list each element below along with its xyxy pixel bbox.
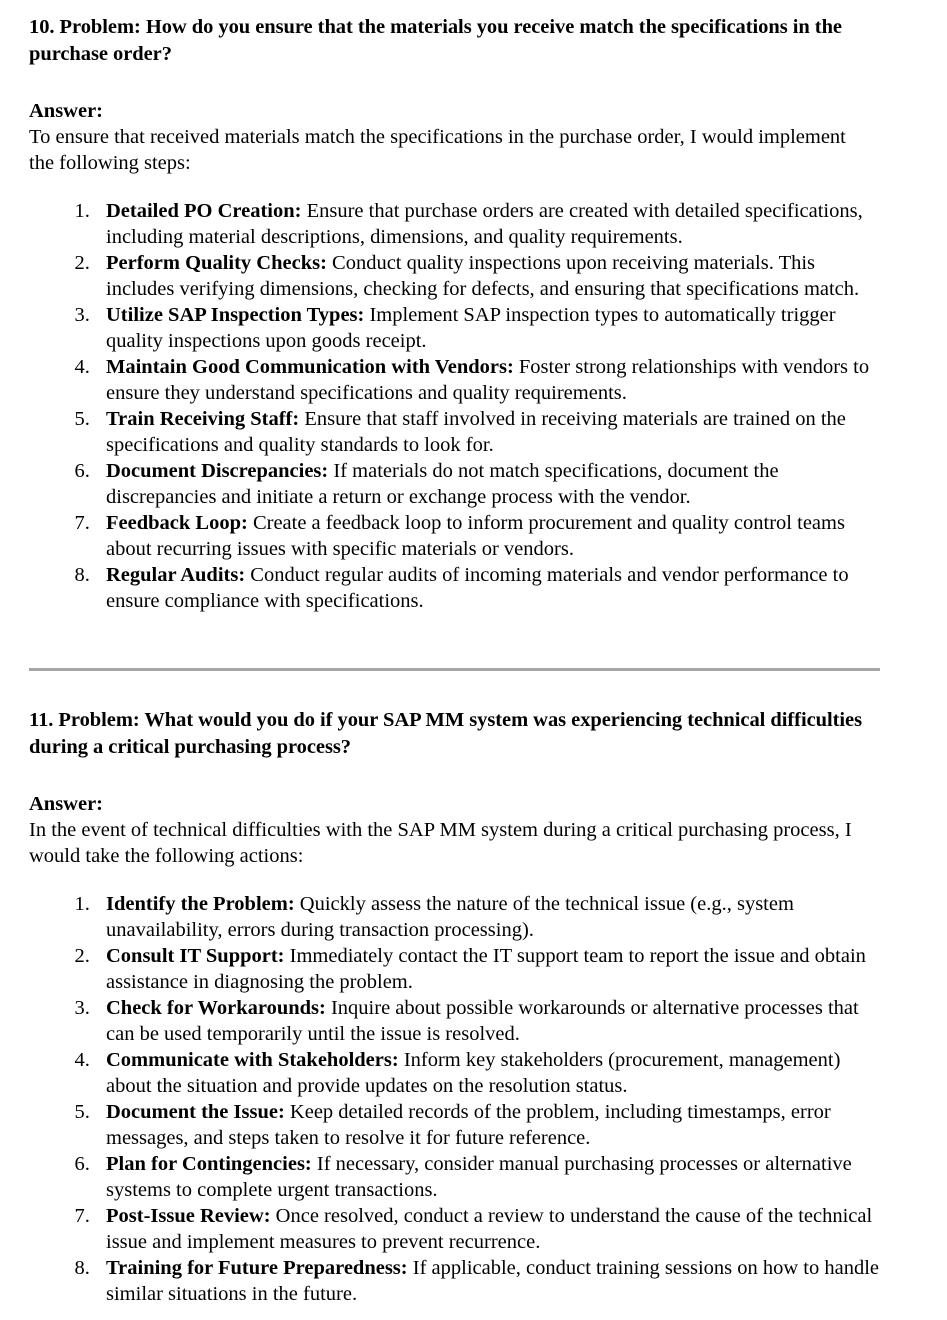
step-title: Consult IT Support:: [106, 945, 285, 967]
step-title: Document the Issue:: [106, 1101, 285, 1123]
step-text: Conduct quality inspections upon receiving materials. This includes verifying dimensions, checking for defects, and ensuring that specifications match.: [106, 252, 860, 300]
step-text: Keep detailed records of the problem, including timestamps, error messages, and steps taken to resolve it for future reference.: [106, 1101, 831, 1149]
section-spacer: [29, 671, 883, 707]
step-title: Feedback Loop:: [106, 512, 248, 534]
step-text: Implement SAP inspection types to automatically trigger quality inspections upon goods receipt.: [106, 304, 836, 352]
list-item: [95, 891, 883, 943]
answer-steps-list: [29, 198, 883, 614]
list-item: [95, 943, 883, 995]
list-item: [95, 354, 883, 406]
list-item: [95, 250, 883, 302]
step-text: Ensure that purchase orders are created with detailed specifications, including material descriptions, dimensions, and quality requirements.: [106, 200, 863, 248]
step-text: Immediately contact the IT support team to report the issue and obtain assistance in diagnosing the problem.: [106, 945, 866, 993]
step-text: Conduct regular audits of incoming materials and vendor performance to ensure compliance with specifications.: [106, 564, 849, 612]
answer-intro-paragraph: In the event of technical difficulties with the SAP MM system during a critical purchasing process, I would take the following actions:: [29, 819, 852, 867]
step-title: Perform Quality Checks:: [106, 252, 327, 274]
list-item: [95, 1203, 883, 1255]
list-item: [95, 995, 883, 1047]
list-item: [95, 1099, 883, 1151]
step-text: Inform key stakeholders (procurement, management) about the situation and provide updates on the resolution status.: [106, 1049, 841, 1097]
step-title: Training for Future Preparedness:: [106, 1257, 408, 1279]
answer-label: Answer:: [29, 793, 104, 815]
list-item: [95, 562, 883, 614]
step-title: Document Discrepancies:: [106, 460, 329, 482]
answer-steps-list: [29, 891, 883, 1307]
list-item: [95, 198, 883, 250]
list-item: [95, 1047, 883, 1099]
list-item: [95, 302, 883, 354]
list-item: [95, 510, 883, 562]
step-title: Communicate with Stakeholders:: [106, 1049, 399, 1071]
step-title: Identify the Problem:: [106, 893, 295, 915]
question-heading: 11. Problem: What would you do if your SAP MM system was experiencing technical difficulties during a critical purchasing process?: [29, 709, 863, 758]
step-title: Plan for Contingencies:: [106, 1153, 312, 1175]
qa-section-11: [29, 707, 883, 1307]
step-title: Train Receiving Staff:: [106, 408, 300, 430]
step-text: Quickly assess the nature of the technical issue (e.g., system unavailability, errors during transaction processing).: [106, 893, 794, 941]
list-item: [95, 1151, 883, 1203]
question-heading: 10. Problem: How do you ensure that the materials you receive match the specifications in the purchase order?: [29, 16, 842, 65]
step-title: Check for Workarounds:: [106, 997, 326, 1019]
list-item: [95, 1255, 883, 1307]
step-text: Once resolved, conduct a review to understand the cause of the technical issue and implement measures to prevent recurrence.: [106, 1205, 873, 1253]
step-text: Ensure that staff involved in receiving materials are trained on the specifications and quality standards to look for.: [106, 408, 846, 456]
list-item: [95, 458, 883, 510]
step-title: Post-Issue Review:: [106, 1205, 271, 1227]
step-title: Maintain Good Communication with Vendors:: [106, 356, 514, 378]
step-text: If materials do not match specifications, document the discrepancies and initiate a return or exchange process with the vendor.: [106, 460, 779, 508]
answer-label: Answer:: [29, 100, 104, 122]
step-title: Detailed PO Creation:: [106, 200, 302, 222]
step-text: Inquire about possible workarounds or alternative processes that can be used temporarily until the issue is resolved.: [106, 997, 859, 1045]
step-text: If applicable, conduct training sessions on how to handle similar situations in the future.: [106, 1257, 880, 1305]
step-title: Regular Audits:: [106, 564, 246, 586]
list-item: [95, 406, 883, 458]
qa-section-10: [29, 14, 883, 614]
answer-intro-paragraph: To ensure that received materials match the specifications in the purchase order, I would implement the following steps:: [29, 126, 846, 174]
step-text: If necessary, consider manual purchasing processes or alternative systems to complete urgent transactions.: [106, 1153, 852, 1201]
step-title: Utilize SAP Inspection Types:: [106, 304, 365, 326]
step-text: Foster strong relationships with vendors to ensure they understand specifications and quality requirements.: [106, 356, 870, 404]
step-text: Create a feedback loop to inform procurement and quality control teams about recurring issues with specific materials or vendors.: [106, 512, 845, 560]
